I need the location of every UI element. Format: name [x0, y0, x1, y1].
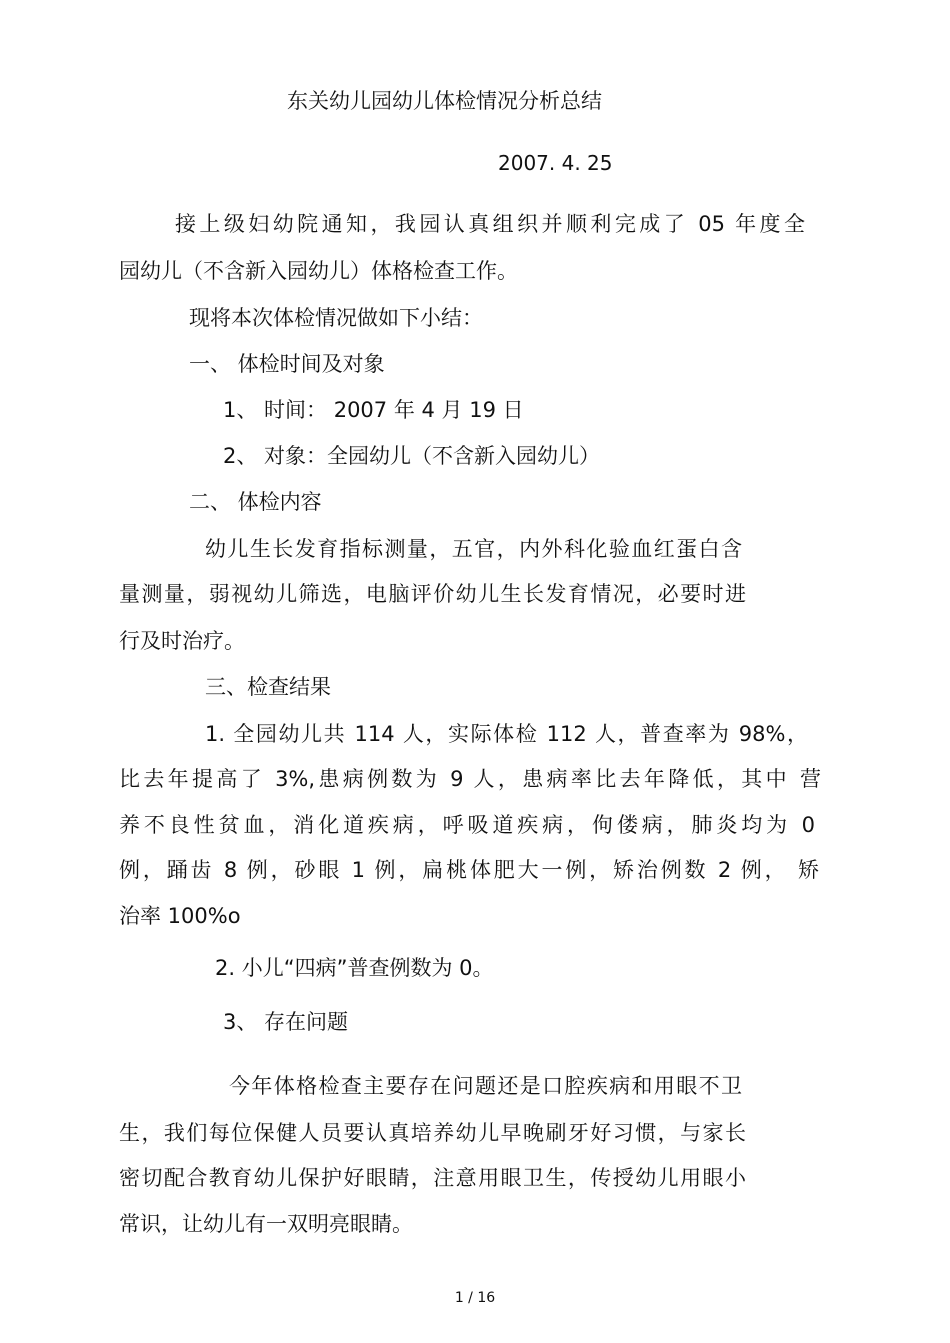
section-2-line-2: 量测量，弱视幼儿筛选，电脑评价幼儿生长发育情况，必要时进 — [119, 582, 746, 606]
intro-line-3: 现将本次体检情况做如下小结： — [189, 306, 483, 330]
section-2-heading: 二、 体检内容 — [189, 490, 322, 514]
page-number: 1 / 16 — [454, 1290, 496, 1306]
section-3-heading: 三、检查结果 — [205, 675, 331, 699]
problems-heading: 3、 存在问题 — [223, 1010, 349, 1034]
document-date: 2007. 4. 25 — [498, 151, 613, 175]
section-2-line-1: 幼儿生长发育指标测量，五官，内外科化验血红蛋白含 — [205, 537, 742, 561]
problems-line-4: 常识，让幼儿有一双明亮眼睛。 — [119, 1212, 413, 1236]
section-1-item-subject: 2、 对象：全园幼儿（不含新入园幼儿） — [223, 444, 601, 468]
section-1-item-time: 1、 时间： 2007 年 4 月 19 日 — [223, 398, 524, 422]
problems-line-2: 生，我们每位保健人员要认真培养幼儿早晚刷牙好习惯，与家长 — [119, 1121, 746, 1145]
section-2-line-3: 行及时治疗。 — [119, 629, 245, 653]
result-line-4: 例，踊齿 8 例，砂眼 1 例，扁桃体肥大一例，矫治例数 2 例， 矫 — [119, 858, 819, 882]
intro-line-1: 接上级妇幼院通知，我园认真组织并顺利完成了 05 年度全 — [175, 212, 805, 236]
intro-line-2: 园幼儿（不含新入园幼儿）体格检查工作。 — [119, 259, 518, 283]
result-line-1: 1. 全园幼儿共 114 人，实际体检 112 人，普查率为 98%， — [205, 722, 808, 746]
result-line-2: 比去年提高了 3%,患病例数为 9 人，患病率比去年降低，其中 营 — [119, 767, 821, 791]
problems-line-1: 今年体格检查主要存在问题还是口腔疾病和用眼不卫 — [229, 1074, 742, 1098]
problems-line-3: 密切配合教育幼儿保护好眼睛，注意用眼卫生，传授幼儿用眼小 — [119, 1166, 746, 1190]
document-title: 东关幼儿园幼儿体检情况分析总结 — [287, 89, 602, 113]
result-line-5: 治率 100%o — [119, 904, 241, 928]
result-four-diseases: 2. 小儿“四病”普查例数为 0。 — [215, 956, 494, 980]
section-1-heading: 一、 体检时间及对象 — [189, 352, 385, 376]
result-line-3: 养不良性贫血，消化道疾病，呼吸道疾病，佝偻病，肺炎均为 0 — [119, 813, 815, 837]
